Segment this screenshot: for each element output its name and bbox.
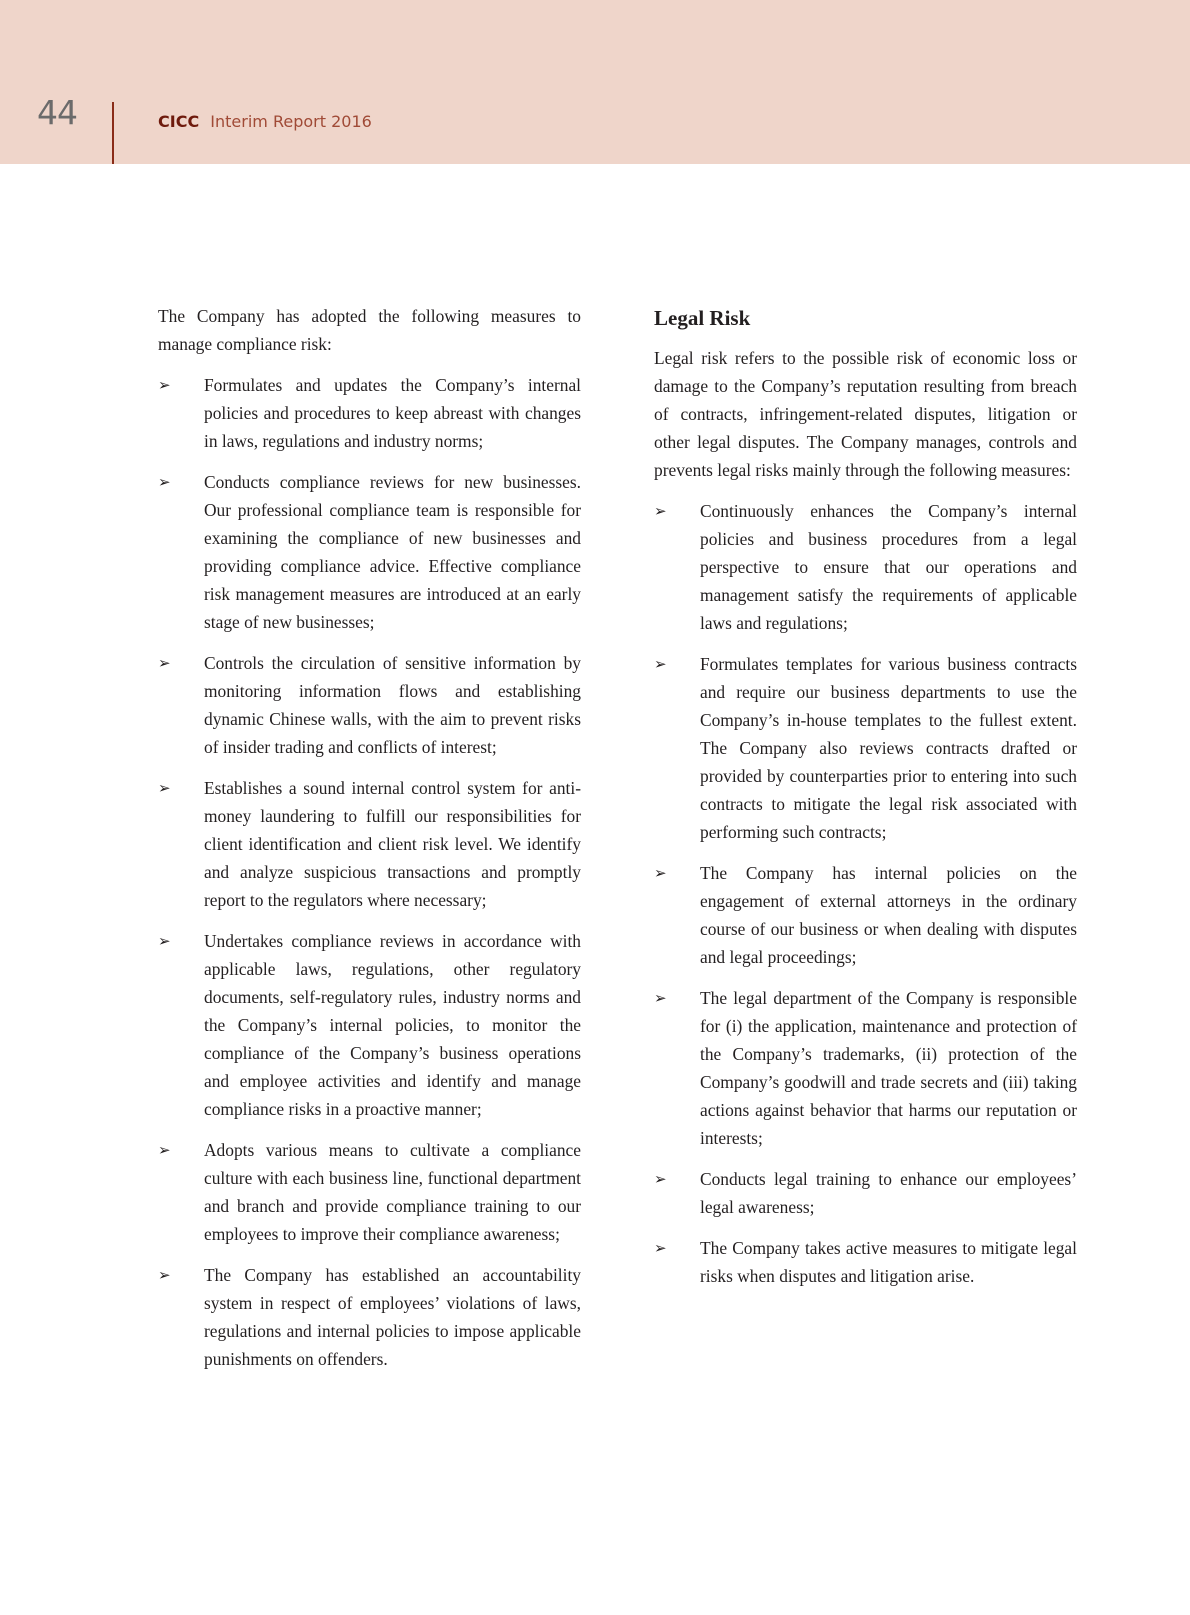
arrowhead-bullet-icon: ➢ bbox=[654, 502, 667, 520]
compliance-measures-list bbox=[158, 371, 581, 1373]
page-number: 44 bbox=[37, 93, 77, 132]
arrowhead-bullet-icon: ➢ bbox=[654, 989, 667, 1007]
list-item bbox=[158, 1261, 581, 1373]
list-item-text: Conducts legal training to enhance our employees’ legal awareness; bbox=[700, 1169, 1077, 1217]
list-item bbox=[158, 371, 581, 455]
list-item bbox=[654, 984, 1077, 1152]
list-item-text: The Company has established an accountability system in respect of employees’ violations of laws, regulations and internal policies to impose applicable punishments on offenders. bbox=[204, 1265, 581, 1369]
list-item-text: The Company takes active measures to mitigate legal risks when disputes and litigation arise. bbox=[700, 1238, 1077, 1286]
list-item bbox=[654, 1234, 1077, 1290]
brand-name: CICC bbox=[158, 112, 200, 131]
list-item bbox=[158, 649, 581, 761]
compliance-intro: The Company has adopted the following measures to manage compliance risk: bbox=[158, 306, 581, 354]
list-item-text: Formulates and updates the Company’s internal policies and procedures to keep abreast with changes in laws, regulations and industry norms; bbox=[204, 375, 581, 451]
list-item-text: The legal department of the Company is responsible for (i) the application, maintenance and protection of the Company’s trademarks, (ii) protection of the Company’s goodwill and trade secrets and (iii) taking actions against behavior that harms our reputation or interests; bbox=[700, 988, 1077, 1148]
report-title bbox=[158, 114, 372, 130]
arrowhead-bullet-icon: ➢ bbox=[654, 864, 667, 882]
list-item bbox=[158, 1136, 581, 1248]
header-divider bbox=[112, 102, 114, 164]
list-item-text: The Company has internal policies on the engagement of external attorneys in the ordinary course of our business or when dealing with disputes and legal proceedings; bbox=[700, 863, 1077, 967]
left-column bbox=[158, 302, 581, 1386]
section-heading-legal-risk: Legal Risk bbox=[654, 306, 751, 330]
legal-measures-list bbox=[654, 497, 1077, 1290]
list-item-text: Conducts compliance reviews for new businesses. Our professional compliance team is responsible for examining the compliance of new businesses and providing compliance advice. Effective compliance risk management measures are introduced at an early stage of new businesses; bbox=[204, 472, 581, 632]
arrowhead-bullet-icon: ➢ bbox=[158, 473, 171, 491]
list-item bbox=[654, 1165, 1077, 1221]
arrowhead-bullet-icon: ➢ bbox=[654, 655, 667, 673]
list-item-text: Undertakes compliance reviews in accordance with applicable laws, regulations, other regulatory documents, self-regulatory rules, industry norms and the Company’s internal policies, to monitor the compliance of the Company’s business operations and employee activities and identify and manage compliance risks in a proactive manner; bbox=[204, 931, 581, 1119]
arrowhead-bullet-icon: ➢ bbox=[158, 1266, 171, 1284]
list-item bbox=[158, 468, 581, 636]
right-column bbox=[654, 302, 1077, 1303]
arrowhead-bullet-icon: ➢ bbox=[158, 376, 171, 394]
page-header-band bbox=[0, 0, 1190, 164]
list-item-text: Formulates templates for various business contracts and require our business departments to use the Company’s in-house templates to the fullest extent. The Company also reviews contracts drafted or provided by counterparties prior to entering into such contracts to mitigate the legal risk associated with performing such contracts; bbox=[700, 654, 1077, 842]
list-item bbox=[158, 774, 581, 914]
arrowhead-bullet-icon: ➢ bbox=[158, 654, 171, 672]
arrowhead-bullet-icon: ➢ bbox=[654, 1170, 667, 1188]
arrowhead-bullet-icon: ➢ bbox=[158, 779, 171, 797]
list-item bbox=[654, 650, 1077, 846]
list-item-text: Controls the circulation of sensitive information by monitoring information flows and establishing dynamic Chinese walls, with the aim to prevent risks of insider trading and conflicts of interest; bbox=[204, 653, 581, 757]
legal-risk-intro: Legal risk refers to the possible risk of economic loss or damage to the Company’s reputation resulting from breach of contracts, infringement-related disputes, litigation or other legal disputes. The Company manages, controls and prevents legal risks mainly through the following measures: bbox=[654, 348, 1077, 480]
list-item bbox=[654, 497, 1077, 637]
list-item bbox=[654, 859, 1077, 971]
arrowhead-bullet-icon: ➢ bbox=[158, 1141, 171, 1159]
arrowhead-bullet-icon: ➢ bbox=[158, 932, 171, 950]
list-item-text: Continuously enhances the Company’s internal policies and business procedures from a legal perspective to ensure that our operations and management satisfy the requirements of applicable laws and regulations; bbox=[700, 501, 1077, 633]
list-item-text: Establishes a sound internal control system for anti-money laundering to fulfill our responsibilities for client identification and client risk level. We identify and analyze suspicious transactions and promptly report to the regulators where necessary; bbox=[204, 778, 581, 910]
list-item-text: Adopts various means to cultivate a compliance culture with each business line, functional department and branch and provide compliance training to our employees to improve their compliance awareness; bbox=[204, 1140, 581, 1244]
report-name: Interim Report 2016 bbox=[210, 112, 372, 131]
list-item bbox=[158, 927, 581, 1123]
arrowhead-bullet-icon: ➢ bbox=[654, 1239, 667, 1257]
